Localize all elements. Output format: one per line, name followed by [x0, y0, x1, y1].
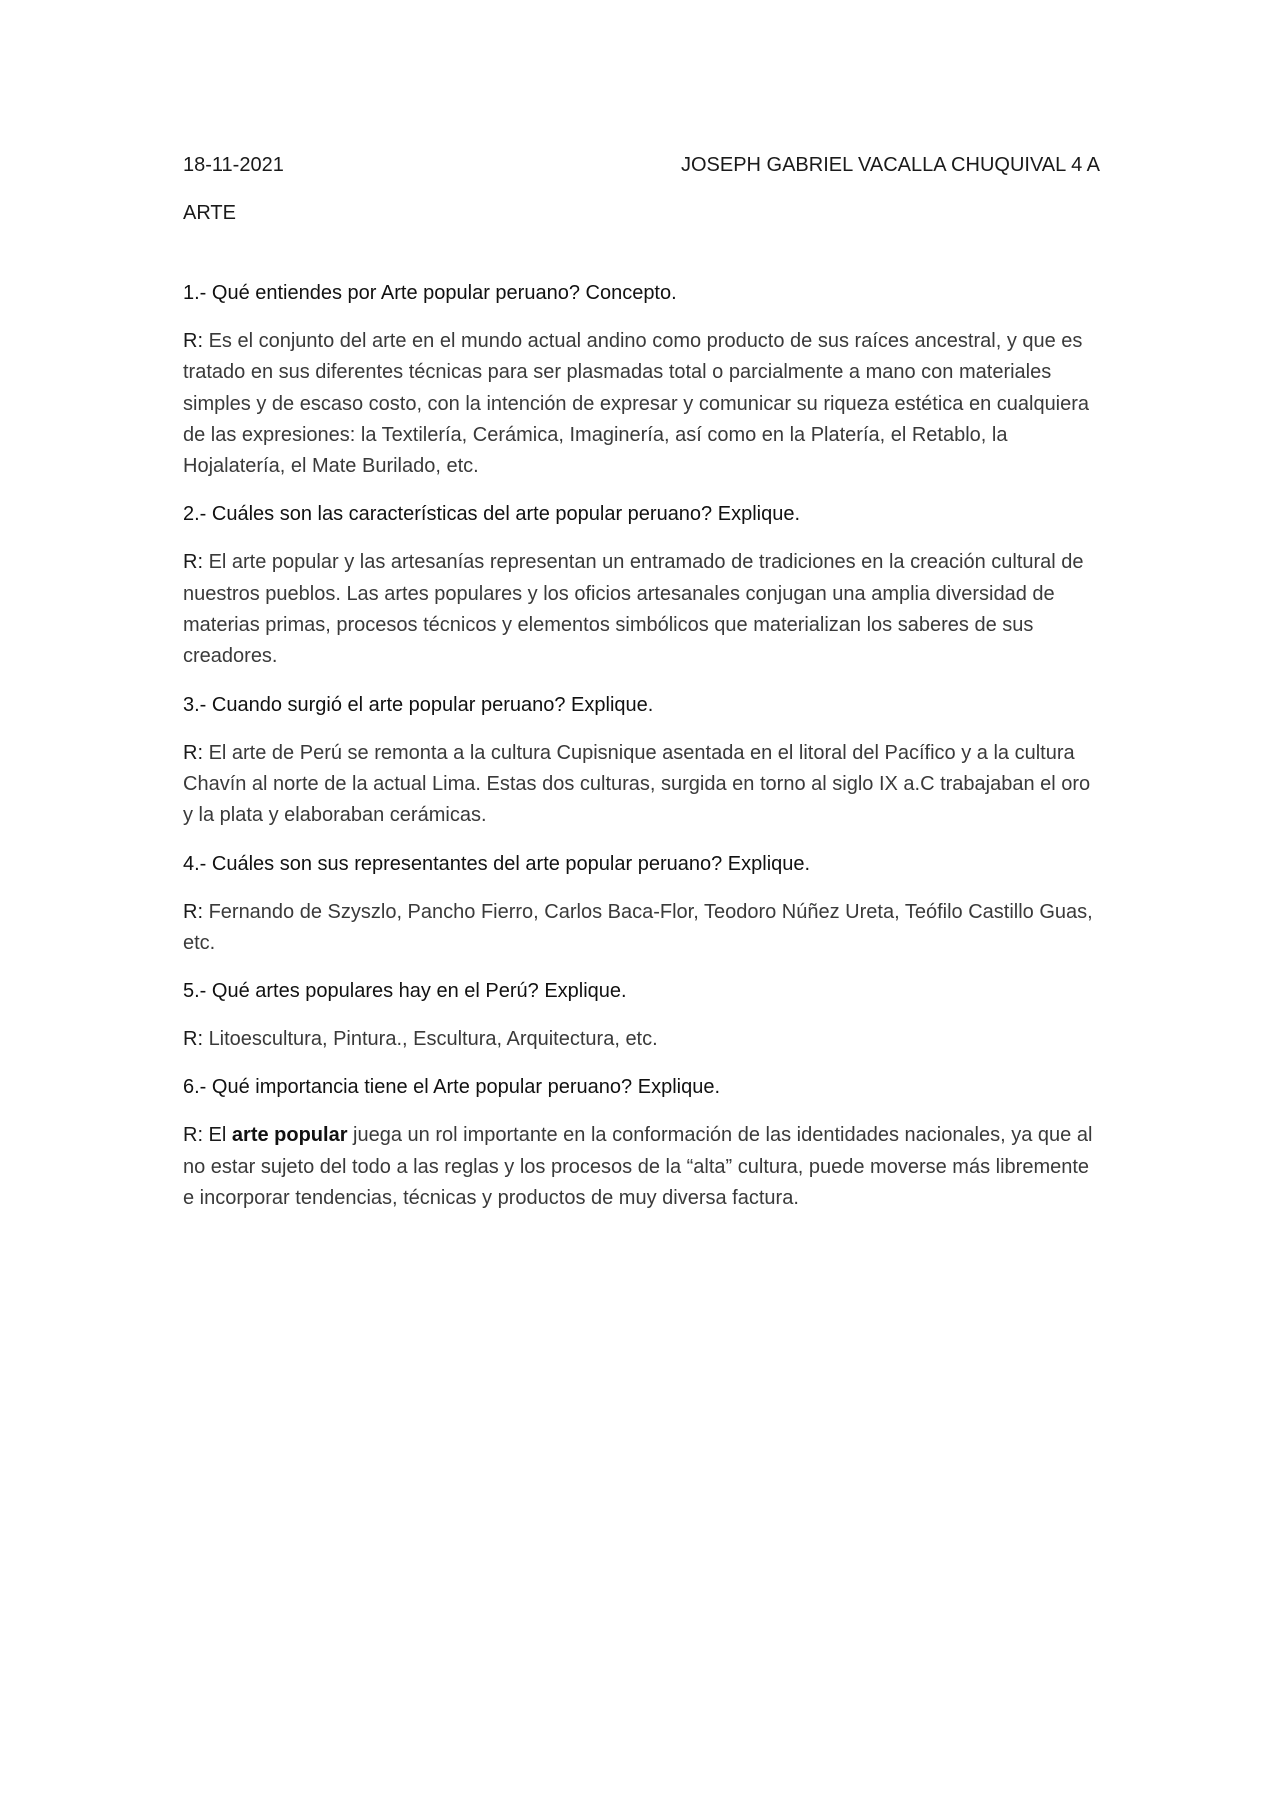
answer-text: Es el conjunto del arte en el mundo actual andino como producto de sus raíces ancestral, y que es tratado en sus diferentes técnicas para ser plasmadas total o parcialmente a mano con materiales simples y de escaso costo, con la intención de expresar y comunicar su riqueza estética en cualquiera de las expresiones: la Textilería, Cerámica, Imaginería, así como en la Platería, el Retablo, la Hojalatería, el Mate Burilado, etc. — [183, 330, 1090, 478]
question-3: 3.- Cuando surgió el arte popular peruano? Explique. — [183, 693, 654, 716]
answer-5 — [183, 1024, 1100, 1055]
answer-bold-term: arte popular — [231, 1124, 348, 1147]
date-text: 18-11-2021 — [183, 154, 284, 176]
answer-6 — [183, 1120, 1100, 1214]
subject-title: ARTE — [183, 202, 236, 224]
document-body — [183, 150, 1100, 1231]
question-4: 4.- Cuáles son sus representantes del arte popular peruano? Explique. — [183, 852, 811, 875]
question-1: 1.- Qué entiendes por Arte popular peruano? Concepto. — [183, 282, 677, 304]
question-2: 2.- Cuáles son las características del arte popular peruano? Explique. — [183, 503, 801, 526]
answer-text: Litoescultura, Pintura., Escultura, Arquitectura, etc. — [208, 1028, 658, 1051]
answer-prefix: R: — [183, 900, 203, 923]
question-5: 5.- Qué artes populares hay en el Perú? Explique. — [183, 980, 627, 1003]
answer-text: El arte popular y las artesanías representan un entramado de tradiciones en la creación cultural de nuestros pueblos. Las artes populares y los oficios artesanales conjugan una amplia diversidad de materias primas, procesos técnicos y elementos simbólicos que materializan los saberes de sus creadores. — [183, 551, 1084, 668]
answer-text: Fernando de Szyszlo, Pancho Fierro, Carlos Baca-Flor, Teodoro Núñez Ureta, Teófilo Castillo Guas, etc. — [183, 900, 1093, 954]
answer-prefix: R: — [183, 1028, 203, 1051]
answer-2 — [183, 547, 1100, 672]
question-6: 6.- Qué importancia tiene el Arte popular peruano? Explique. — [183, 1076, 721, 1099]
answer-3 — [183, 738, 1100, 832]
answer-text: juega un rol importante en la conformación de las identidades nacionales, ya que al no estar sujeto del todo a las reglas y los procesos de la “alta” cultura, puede moverse más libremente e incorporar tendencias, técnicas y productos de muy diversa factura. — [183, 1124, 1093, 1210]
answer-1 — [183, 326, 1100, 482]
answer-prefix: R: El — [183, 1124, 227, 1147]
answer-text: El arte de Perú se remonta a la cultura Cupisnique asentada en el litoral del Pacífico y a la cultura Chavín al norte de la actual Lima. Estas dos culturas, surgida en torno al siglo IX a.C trabajaban el oro y la plata y elaboraban cerámicas. — [183, 741, 1091, 827]
answer-prefix: R: — [183, 551, 203, 574]
answer-prefix: R: — [183, 330, 203, 352]
answer-prefix: R: — [183, 741, 203, 764]
answer-4 — [183, 897, 1100, 960]
header-row — [183, 150, 1100, 181]
student-name: JOSEPH GABRIEL VACALLA CHUQUIVAL 4 A — [680, 154, 1100, 176]
